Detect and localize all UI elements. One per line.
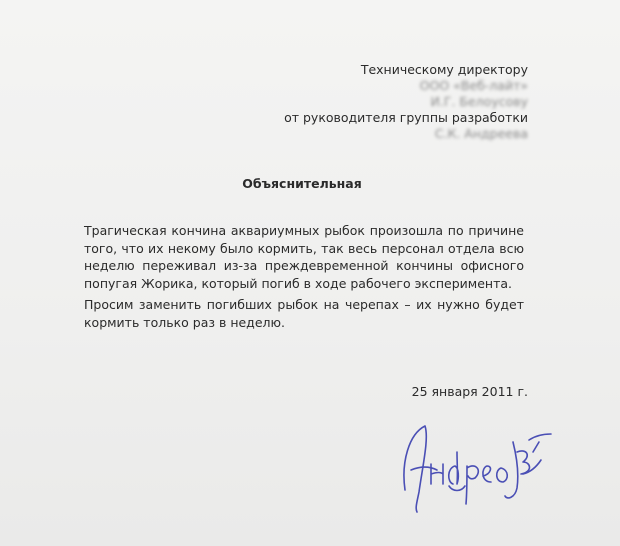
document-title: [0, 176, 620, 191]
body-line: того, что их некому было кормить, так весь персонал отдела всю: [84, 240, 524, 256]
body-line: Трагическая кончина аквариумных рыбок произошла по причине: [84, 223, 524, 238]
sender-role: от руководителя группы разработки: [284, 110, 528, 125]
body-line: кормить только раз в неделю.: [84, 314, 286, 330]
recipient-name: И.Г. Белоусову: [430, 94, 528, 109]
body-line: попугая Жорика, который погиб в ходе рабочего эксперимента.: [84, 275, 512, 291]
sender-name: С.К. Андреева: [434, 126, 528, 141]
recipient-title: Техническому директору: [360, 62, 528, 77]
body-line: Просим заменить погибших рыбок на черепах – их нужно будет: [84, 297, 524, 312]
handwritten-signature-icon: [395, 412, 555, 522]
body-line: неделю переживал из-за преждевременной кончины офисного: [84, 258, 524, 273]
document-title-text: Объяснительная: [242, 176, 362, 191]
recipient-company: ООО «Веб-лайт»: [419, 78, 528, 93]
letter-date: 25 января 2011 г.: [411, 384, 528, 399]
body-paragraph-2: [84, 296, 524, 331]
body-paragraph-1: [84, 222, 524, 292]
